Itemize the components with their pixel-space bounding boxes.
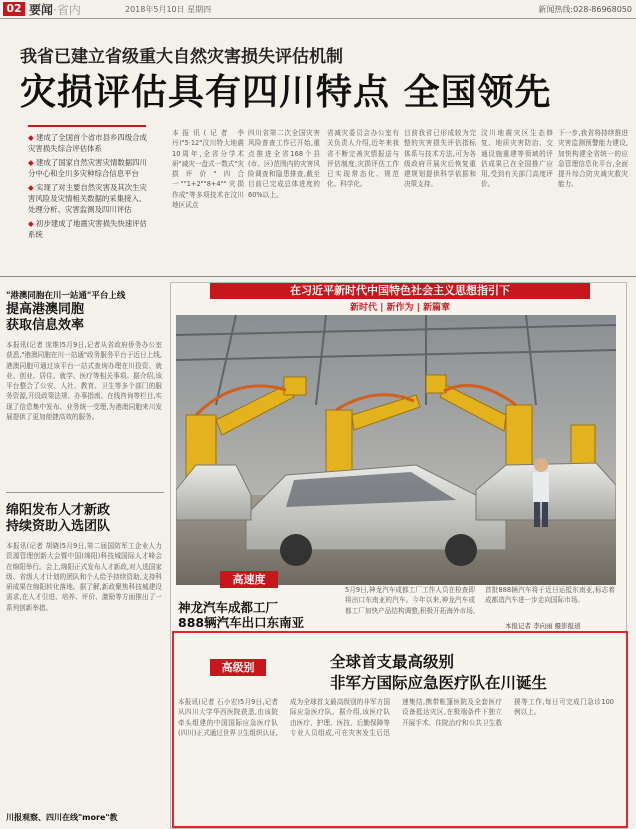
factory-photo-illustration <box>176 315 616 585</box>
story1-body: 本报讯(记者 庞维)5月9日,记者从省政府侨务办公室获悉,"港澳同胞在川一站通"政务服务平台于近日上线,港澳同胞可通过该平台一站式查询办理在川投资、就业、创业、居住、就学、医疗等相关事项。据介绍,该平台整合了公安、人社、教育、卫生等多个部门的服务资源,开设政策法规、办事指南、在线咨询等栏目,实现了信息集中发布、业务统一受理,为港澳同胞来川发展提供了更加便捷高效的服务。 <box>6 341 162 422</box>
lead-headline: 灾损评估具有四川特点 全国领先 <box>20 72 552 113</box>
medical-team-headline <box>330 652 620 694</box>
story-tag-level: 高级别 <box>210 659 266 676</box>
section-label <box>29 1 81 18</box>
lead-body-column: 汶川地震灾区生态修复、地质灾害防治、交通设施重建等领域的评估成果已在全国推广应用,受到有关部门高度评价。 <box>481 129 553 189</box>
medical-team-body: 本报讯(记者 石小宏)5月9日,记者从四川大学华西医院获悉,由该院牵头组建的中国国际应急医疗队(四川)正式通过世界卫生组织认证,成为全球首支最高级别的非军方国际应急医疗队。据介绍,该医疗队由医疗、护理、医技、后勤保障等专业人员组成,可在灾害发生后迅速集结,携带帐篷医院及全套医疗设备抵达灾区,在极端条件下独立开展手术、住院治疗和公共卫生救援等工作,每日可完成门急诊100例以上。 <box>178 698 614 737</box>
bullet-item: ◆ 实现了对主要自然灾害及其次生灾害风险及灾情相关数据的采集接入、处理分析、灾害监测及四川评估 <box>28 183 148 215</box>
story1-kicker: "港澳同胞在川一站通"平台上线 <box>6 291 126 301</box>
car-export-headline-line: 神龙汽车成都工厂 <box>178 600 279 615</box>
story-tag-speed: 高速度 <box>220 571 278 588</box>
subsection-name: ·省内 <box>53 3 81 17</box>
lead-body-column: 下一步,我省将持续推进灾害监测预警能力建设,加快构建全省统一的应急管理信息化平台,全面提升综合防灾减灾救灾能力。 <box>558 129 628 189</box>
news-hotline: 新闻热线:028-86968050 <box>538 5 632 14</box>
story1-headline-line: 获取信息效率 <box>6 318 85 333</box>
story2-body: 本报讯(记者 胡晓)5月9日,第二届国防军工企业人力资源管理创新大会暨中国(绵阳)科技城国际人才峰会在绵阳举行。会上,绵阳正式发布人才新政,对入选国家级、省级人才计划的团队和个人给予持续资助,支持科研成果在绵阳转化落地。据了解,新政聚焦科技城建设需求,在人才引进、培养、评价、激励等方面推出了一系列创新举措。 <box>6 542 162 612</box>
photo-credit: 本报记者 李向雨 摄影报道 <box>505 622 581 630</box>
lead-body-column: 本报讯(记者 李丹)"5·12"汶川特大地震10周年,全省分学术研"减灾一盘式一数式"灾损评价"四合一""1+2""8+4""灾损作成"等多项技术在汶川地区试点 <box>172 129 244 210</box>
medical-team-headline-line: 非军方国际应急医疗队在川诞生 <box>330 674 548 692</box>
story1-headline <box>6 302 164 334</box>
medical-team-headline-line: 全球首支最高级别 <box>330 653 455 671</box>
bullet-rule <box>28 125 146 127</box>
story2-headline-line: 绵阳发布人才新政 <box>6 503 111 518</box>
bullet-item: ◆ 初步建成了地震灾害损失快速评估系统 <box>28 219 148 240</box>
story-divider <box>6 492 164 493</box>
story2-headline-line: 持续资助入选团队 <box>6 519 111 534</box>
section-divider <box>0 276 636 277</box>
lead-bullets <box>28 133 148 244</box>
factory-photo <box>176 315 616 585</box>
lead-body-column: 目前我省已形成较为完整的灾害损失评估指标体系与技术方法,可为各级政府开展灾后恢复重建规划提供科学依据和决策支持。 <box>404 129 476 189</box>
left-footer-teaser: 川报观察、四川在线"more"教 <box>6 813 118 822</box>
car-export-headline-line: 888辆汽车出口东南亚 <box>178 615 305 630</box>
bullet-item: ◆ 建成了国家自然灾害灾情数据四川分中心和全川多灾种综合信息平台 <box>28 158 148 179</box>
feature-banner-subtitle: 新时代 | 新作为 | 新篇章 <box>349 303 451 313</box>
lead-kicker: 我省已建立省级重大自然灾害损失评估机制 <box>20 47 343 67</box>
section-name: 要闻 <box>29 3 54 17</box>
page-number-badge: 02 <box>3 2 25 16</box>
issue-date: 2018年5月10日 星期四 <box>125 5 212 14</box>
bullet-item: ◆ 建成了全国首个省市县乡四级合成灾害损失综合评估体系 <box>28 133 148 154</box>
car-export-headline <box>178 600 338 630</box>
lead-body-column: 省减灾委员会办公室有关负责人介绍,近年来我省不断完善灾情报送与评估制度,灾损评估工作已实现常态化、规范化、科学化。 <box>327 129 399 189</box>
lead-body-column: 四川省第二次全国灾害风险普查工作已开始,重点推进全省168个县(市、区)范围内的灾害风险调查和隐患排查,截至目前已完成总体进度的60%以上。 <box>248 129 320 199</box>
feature-banner: 在习近平新时代中国特色社会主义思想指引下 <box>210 283 590 299</box>
car-export-body: 5月9日,神龙汽车成都工厂工作人员在检查即将出口东南亚的汽车。今年以来,神龙汽车成都工厂加快产品结构调整,积极开拓海外市场,首批888辆汽车将于近日运抵东南亚,标志着成都造汽车进一步走向国际市场。 <box>345 586 615 615</box>
story1-headline-line: 提高港澳同胞 <box>6 302 85 317</box>
story2-headline <box>6 503 164 535</box>
